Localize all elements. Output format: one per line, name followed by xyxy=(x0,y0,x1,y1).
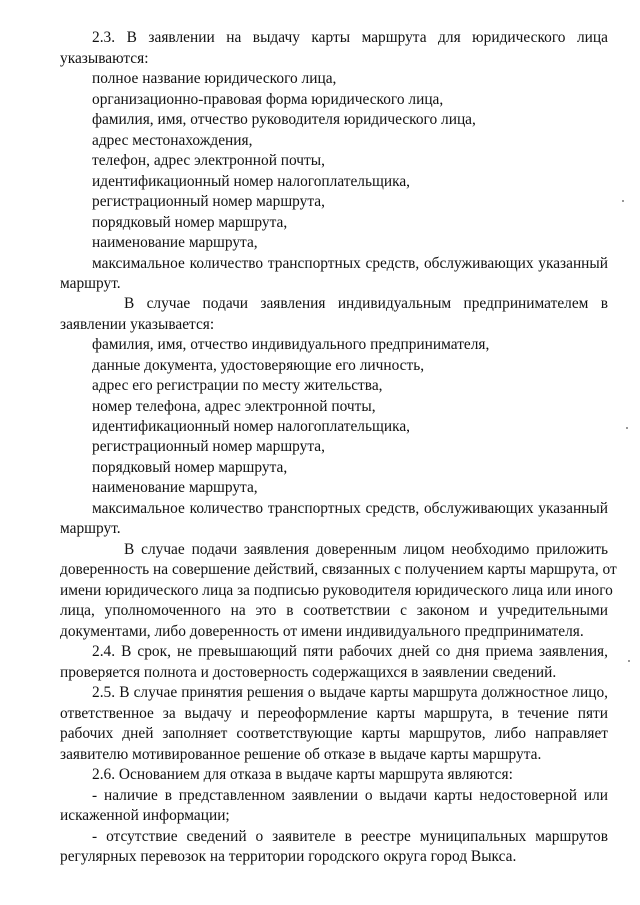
section-2-5-line: заявителю мотивированное решение об отказе в выдаче карты маршрута. xyxy=(60,746,542,763)
list-item: наименование маршрута, xyxy=(92,479,258,496)
list-item: регистрационный номер маршрута, xyxy=(92,193,325,210)
scan-speck xyxy=(628,660,630,662)
list-item: максимальное количество транспортных средств, обслуживающих указанный xyxy=(92,255,608,272)
list-item-cont: маршрут. xyxy=(60,275,121,292)
proxy-paragraph-line: лица, уполномоченного на это в соответствии с законом и учредительными xyxy=(60,602,608,619)
section-2-6-heading: 2.6. Основанием для отказа в выдаче карты маршрута являются: xyxy=(92,766,513,783)
scan-speck xyxy=(626,427,628,429)
list-item: идентификационный номер налогоплательщика, xyxy=(92,418,411,435)
section-2-6-bullet: - наличие в представленном заявлении о выдачи карты недостоверной или xyxy=(92,787,608,804)
proxy-paragraph-line: В случае подачи заявления доверенным лицом необходимо приложить xyxy=(124,541,608,558)
section-2-6-bullet-cont: искаженной информации; xyxy=(60,807,230,824)
list-item: фамилия, имя, отчество руководителя юридического лица, xyxy=(92,111,476,128)
list-item: идентификационный номер налогоплательщика, xyxy=(92,173,411,190)
ip-intro-cont: заявлении указывается: xyxy=(60,316,215,333)
list-item: данные документа, удостоверяющие его личность, xyxy=(92,357,425,374)
section-2-6-bullet-cont: регулярных перевозок на территории городского округа город Выкса. xyxy=(60,848,517,865)
list-item: организационно-правовая форма юридического лица, xyxy=(92,91,444,108)
section-2-5-line: рабочих дней заполняет соответствующие карты маршрутов, либо направляет xyxy=(60,725,608,742)
section-2-3-heading-cont: указываются: xyxy=(60,50,149,67)
list-item: фамилия, имя, отчество индивидуального предпринимателя, xyxy=(92,336,490,353)
section-2-5-line: ответственное за выдачу и переоформление карты маршрута, в течение пяти xyxy=(60,705,608,722)
list-item: номер телефона, адрес электронной почты, xyxy=(92,398,376,415)
scan-speck xyxy=(622,200,624,202)
list-item: наименование маршрута, xyxy=(92,234,258,251)
section-2-6-bullet: - отсутствие сведений о заявителе в реестре муниципальных маршрутов xyxy=(92,828,608,845)
list-item: полное название юридического лица, xyxy=(92,70,337,87)
proxy-paragraph-line: доверенность на совершение действий, связанных с получением карты маршрута, от xyxy=(60,561,617,578)
list-item: адрес его регистрации по месту жительства, xyxy=(92,377,383,394)
ip-intro: В случае подачи заявления индивидуальным предпринимателем в xyxy=(124,295,608,312)
section-2-3-heading: 2.3. В заявлении на выдачу карты маршрута для юридического лица xyxy=(92,29,608,46)
list-item: адрес местонахождения, xyxy=(92,132,253,149)
list-item-cont: маршрут. xyxy=(60,520,121,537)
list-item: регистрационный номер маршрута, xyxy=(92,438,325,455)
list-item: порядковый номер маршрута, xyxy=(92,214,288,231)
section-2-5-line: 2.5. В случае принятия решения о выдаче карты маршрута должностное лицо, xyxy=(92,684,608,701)
list-item: порядковый номер маршрута, xyxy=(92,459,288,476)
list-item: телефон, адрес электронной почты, xyxy=(92,152,325,169)
proxy-paragraph-line: документами, либо доверенность от имени индивидуального предпринимателя. xyxy=(60,623,584,640)
section-2-4-line: проверяется полнота и достоверность содержащихся в заявлении сведений. xyxy=(60,664,557,681)
list-item: максимальное количество транспортных средств, обслуживающих указанный xyxy=(92,500,608,517)
proxy-paragraph-line: имени юридического лица за подписью руководителя юридического лица или иного xyxy=(60,582,613,599)
section-2-4-line: 2.4. В срок, не превышающий пяти рабочих дней со дня приема заявления, xyxy=(92,643,608,660)
